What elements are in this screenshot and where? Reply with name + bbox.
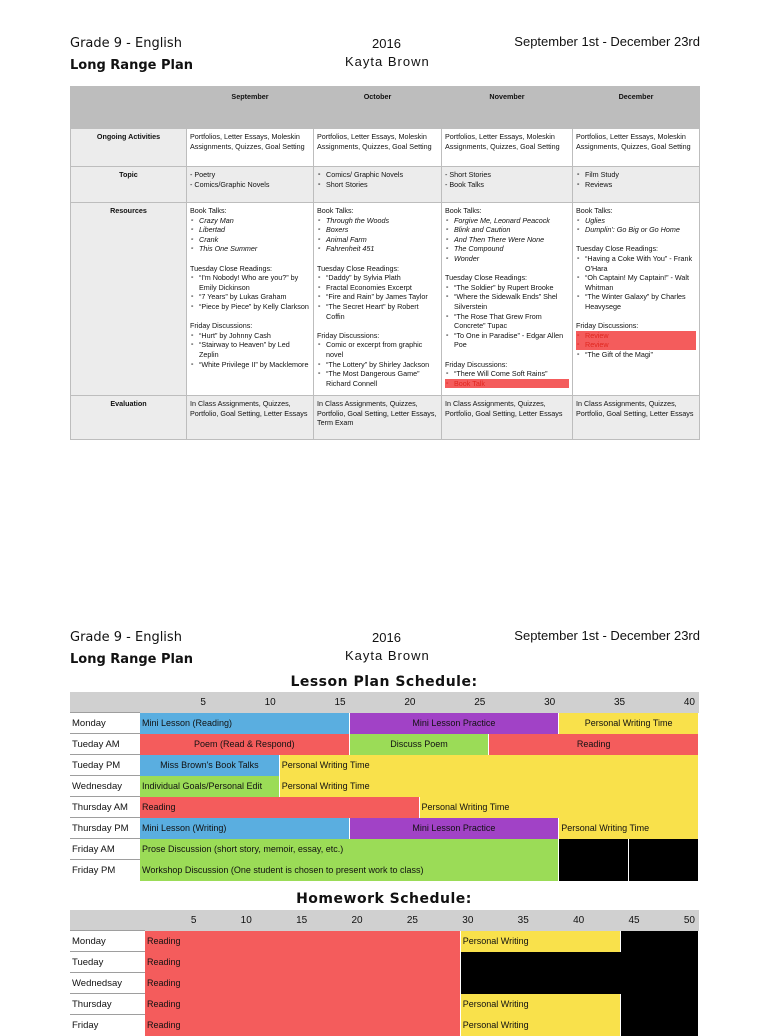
resource-item: - Libertad [190,225,310,235]
grade-label: Grade 9 - English [70,630,182,645]
friday-discussions-heading: Friday Discussions: [576,321,639,331]
resource-item: - “The Soldier” by Rupert Brooke [445,283,569,293]
resource-item: - “The Secret Heart” by Robert Coffin [317,302,438,321]
resource-item: - Forgive Me, Leonard Peacock [445,216,569,226]
row-divider [70,993,145,994]
resource-item: - “Hurt” by Johnny Cash [190,331,310,341]
schedule-row [70,931,699,952]
schedule-row [70,860,699,881]
tick-label: 10 [240,915,252,926]
row-divider [70,775,140,776]
resource-item: - Review [576,340,696,350]
schedule-row [70,973,699,994]
ongoing-cell: Portfolios, Letter Essays, Moleskin Assignments, Quizzes, Goal Setting [442,129,573,167]
tick-label: 15 [334,697,346,708]
friday-discussions-heading: Friday Discussions: [445,359,508,369]
activity-bar: Personal Writing Time [559,713,699,734]
activity-bar: Workshop Discussion (One student is chosen to present work to class) [140,860,559,881]
topic-item: - Comics/ Graphic Novels [317,170,438,180]
resource-item: - “7 Years” by Lukas Graham [190,292,310,302]
day-label: Tueday [70,952,145,973]
row-divider [70,951,145,952]
tick-label: 45 [628,915,640,926]
resource-item: - “The Lottery” by Shirley Jackson [317,360,438,370]
tick-label: 10 [264,697,276,708]
teacher-name: Kayta Brown [345,54,430,69]
tick-label: 35 [517,915,529,926]
ongoing-cell: Portfolios, Letter Essays, Moleskin Assignments, Quizzes, Goal Setting [573,129,700,167]
tick-label: 30 [544,697,556,708]
row-divider [70,754,140,755]
resource-item: - “The Most Dangerous Game” Richard Connell [317,369,438,388]
book-talks-heading: Book Talks: [317,206,354,215]
day-label: Tueday PM [70,755,140,776]
activity-bar: Personal Writing [461,931,622,952]
homework-schedule-chart [70,910,699,1036]
topic-item: - Short Stories [317,180,438,190]
activity-bar [559,839,629,860]
schedule-row [70,818,699,839]
close-readings-heading: Tuesday Close Readings: [317,263,400,273]
row-divider [70,796,140,797]
resource-item: - The Compound [445,244,569,254]
month-header: October [314,87,442,129]
activity-bar: Mini Lesson Practice [350,818,560,839]
plan-title: Long Range Plan [70,58,193,73]
resources-cell-nov [442,203,573,396]
day-label: Wednedsay [70,973,145,994]
long-range-plan-table [70,86,700,440]
book-talks-heading: Book Talks: [190,206,227,215]
day-label: Thursday [70,994,145,1015]
topic-cell-oct [314,167,442,203]
schedule-row [70,776,699,797]
month-header: December [573,87,700,129]
homework-schedule-title: Homework Schedule: [296,891,472,907]
activity-bar: Reading [145,973,461,994]
resource-item: - Uglies [576,216,696,226]
activity-bar: Reading [145,931,461,952]
row-divider [70,733,140,734]
resource-item: - Wonder [445,254,569,264]
resource-item: - “White Privilege II” by Macklemore [190,360,310,370]
topic-item: - Comics/Graphic Novels [190,179,270,189]
resource-item: - “The Gift of the Magi” [576,350,696,360]
resource-item: - Crank [190,235,310,245]
evaluation-cell: In Class Assignments, Quizzes, Portfolio, Goal Setting, Letter Essays [187,396,314,440]
schedule-row [70,839,699,860]
schedule-row [70,797,699,818]
evaluation-cell: In Class Assignments, Quizzes, Portfolio, Goal Setting, Letter Essays, Term Exam [314,396,442,440]
resource-item: - Review [576,331,696,341]
activity-bar: Personal Writing Time [280,755,699,776]
row-divider [70,1014,145,1015]
close-readings-heading: Tuesday Close Readings: [445,273,528,283]
tick-label: 30 [462,915,474,926]
date-range: September 1st - December 23rd [514,34,700,49]
resources-cell-sep [187,203,314,396]
resource-item: - Book Talk [445,379,569,389]
resource-item: - Fahrenheit 451 [317,244,438,254]
topic-item: - Film Study [576,170,696,180]
book-talks-heading: Book Talks: [445,206,482,215]
activity-bar: Personal Writing [461,994,622,1015]
resource-item: - “To One in Paradise” - Edgar Allen Poe [445,331,569,350]
resource-item: - Crazy Man [190,216,310,226]
resource-item: - “Having a Coke With You” - Frank O'Hara [576,254,696,273]
month-header: November [442,87,573,129]
row-divider [70,859,140,860]
activity-bar: Reading [145,1015,461,1036]
activity-bar: Personal Writing Time [420,797,700,818]
page2-header [70,630,700,680]
lesson-schedule-chart [70,692,699,881]
schedule-row [70,994,699,1015]
topic-item: - Poetry [190,170,216,179]
activity-bar: Reading [140,797,420,818]
activity-bar: Mini Lesson (Reading) [140,713,350,734]
activity-bar: Prose Discussion (short story, memoir, essay, etc.) [140,839,559,860]
topic-cell-dec [573,167,700,203]
row-divider [70,930,145,931]
corner-cell [71,87,187,129]
topic-item: - Reviews [576,180,696,190]
row-divider [70,838,140,839]
plan-title: Long Range Plan [70,652,193,667]
row-label-resources: Resources [71,203,187,396]
tick-label: 40 [573,915,585,926]
tick-label: 35 [614,697,626,708]
tick-label: 15 [296,915,308,926]
activity-bar: Personal Writing Time [280,776,699,797]
lesson-schedule-title: Lesson Plan Schedule: [290,674,478,690]
resource-item: - “Fire and Rain” by James Taylor [317,292,438,302]
day-label: Tueday AM [70,734,140,755]
resource-item: - “There Will Come Soft Rains” [445,369,569,379]
day-label: Friday AM [70,839,140,860]
topic-cell-nov [442,167,573,203]
topic-item: - Short Stories [445,170,491,179]
resource-item: - Animal Farm [317,235,438,245]
tick-row [70,910,699,931]
resource-item: - Dumplin': Go Big or Go Home [576,225,696,235]
tick-row [70,692,699,713]
resource-item: - “Where the Sidewalk Ends” Shel Silverstein [445,292,569,311]
schedule-row [70,755,699,776]
activity-bar [621,994,699,1015]
tick-label: 20 [404,697,416,708]
friday-discussions-heading: Friday Discussions: [317,330,380,340]
resource-item: - “Stairway to Heaven” by Led Zeplin [190,340,310,359]
activity-bar [461,973,699,994]
schedule-row [70,1015,699,1036]
resource-item: - “The Winter Galaxy” by Charles Heavysege [576,292,696,311]
activity-bar: Reading [489,734,699,755]
row-label-ongoing: Ongoing Activities [71,129,187,167]
activity-bar [621,931,699,952]
activity-bar: Discuss Poem [350,734,490,755]
resource-item: - Boxers [317,225,438,235]
close-readings-heading: Tuesday Close Readings: [190,263,273,273]
resources-cell-oct [314,203,442,396]
tick-label: 25 [474,697,486,708]
row-label-evaluation: Evaluation [71,396,187,440]
evaluation-cell: In Class Assignments, Quizzes, Portfolio, Goal Setting, Letter Essays [573,396,700,440]
evaluation-cell: In Class Assignments, Quizzes, Portfolio, Goal Setting, Letter Essays [442,396,573,440]
activity-bar: Personal Writing Time [559,818,699,839]
day-label: Thursday PM [70,818,140,839]
activity-bar: Poem (Read & Respond) [140,734,350,755]
date-range: September 1st - December 23rd [514,628,700,643]
resource-item: - “Piece by Piece” by Kelly Clarkson [190,302,310,312]
activity-bar [461,952,699,973]
page1-header [70,36,700,86]
schedule-row [70,734,699,755]
row-label-topic: Topic [71,167,187,203]
resource-item: - This One Summer [190,244,310,254]
resource-item: - Fractal Economies Excerpt [317,283,438,293]
schedule-row [70,952,699,973]
activity-bar [559,860,629,881]
year-label: 2016 [372,36,401,51]
activity-bar [621,1015,699,1036]
activity-bar: Individual Goals/Personal Edit [140,776,280,797]
row-divider [70,817,140,818]
teacher-name: Kayta Brown [345,648,430,663]
tick-label: 5 [190,915,197,926]
resource-item: - “The Rose That Grew From Concrete” Tupac [445,312,569,331]
ongoing-cell: Portfolios, Letter Essays, Moleskin Assignments, Quizzes, Goal Setting [187,129,314,167]
tick-label: 25 [406,915,418,926]
resource-item: - Through the Woods [317,216,438,226]
schedule-row [70,713,699,734]
ongoing-cell: Portfolios, Letter Essays, Moleskin Assignments, Quizzes, Goal Setting [314,129,442,167]
day-label: Monday [70,713,140,734]
tick-label: 40 [683,697,695,708]
grade-label: Grade 9 - English [70,36,182,51]
day-label: Friday PM [70,860,140,881]
day-label: Monday [70,931,145,952]
topic-cell-sep [187,167,314,203]
activity-bar: Mini Lesson (Writing) [140,818,350,839]
month-header: September [187,87,314,129]
day-label: Wednesday [70,776,140,797]
tick-label: 5 [200,697,206,708]
resource-item: - “Daddy” by Sylvia Plath [317,273,438,283]
resource-item: - And Then There Were None [445,235,569,245]
activity-bar: Miss Brown's Book Talks [140,755,280,776]
topic-item: - Book Talks [445,179,485,189]
close-readings-heading: Tuesday Close Readings: [576,244,659,254]
resource-item: - Comic or excerpt from graphic novel [317,340,438,359]
activity-bar: Reading [145,994,461,1015]
day-label: Friday [70,1015,145,1036]
activity-bar [629,860,699,881]
book-talks-heading: Book Talks: [576,206,613,215]
year-label: 2016 [372,630,401,645]
resource-item: - “Oh Captain! My Captain!” - Walt Whitman [576,273,696,292]
resource-item: - Blink and Caution [445,225,569,235]
tick-label: 50 [683,915,695,926]
row-divider [70,712,140,713]
activity-bar: Mini Lesson Practice [350,713,560,734]
row-divider [70,972,145,973]
tick-label: 20 [351,915,363,926]
friday-discussions-heading: Friday Discussions: [190,321,253,331]
resources-cell-dec [573,203,700,396]
resource-item: - “I'm Nobody! Who are you?” by Emily Dickinson [190,273,310,292]
day-label: Thursday AM [70,797,140,818]
activity-bar: Personal Writing [461,1015,622,1036]
activity-bar [629,839,699,860]
activity-bar: Reading [145,952,461,973]
